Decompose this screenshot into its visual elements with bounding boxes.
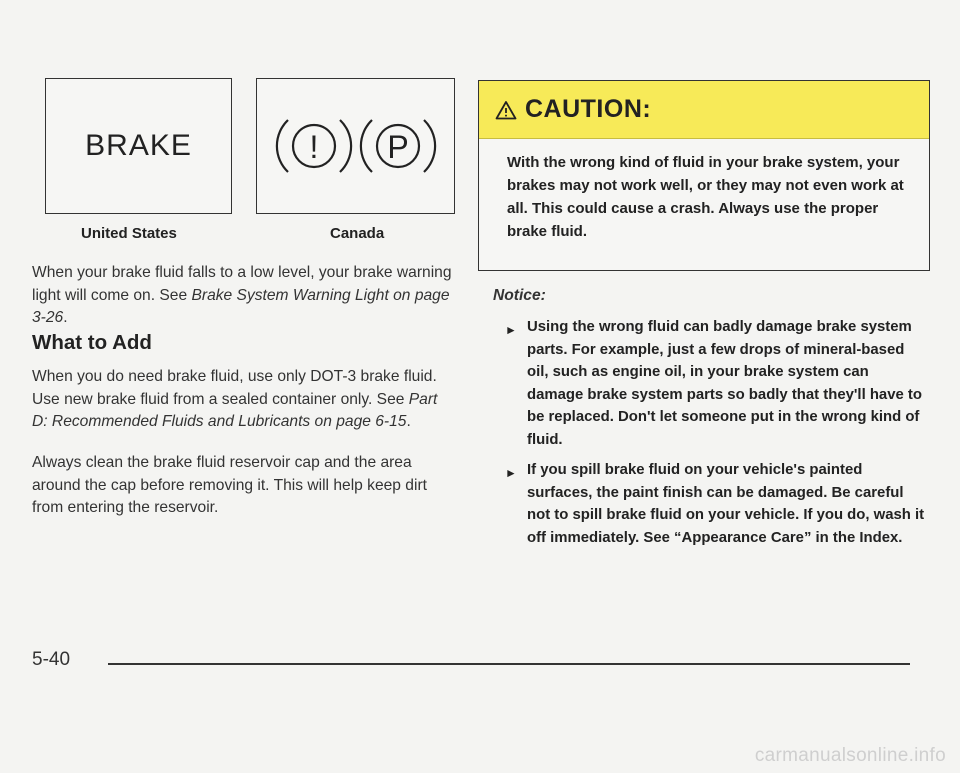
what-to-add-heading: What to Add — [32, 331, 152, 354]
notice-item-text: If you spill brake fluid on your vehicle's painted surfaces, the paint finish can be damaged. Be careful not to spill brake fluid on your vehicle. If you do, wash it off immediately. See “Appearance Care” in the Index. — [527, 462, 925, 546]
dot3-paragraph — [32, 366, 452, 434]
page-number: 5-40 — [32, 649, 71, 670]
us-caption: United States — [81, 225, 177, 242]
caution-header — [479, 81, 929, 139]
notice-item — [505, 316, 925, 451]
notice-label: Notice: — [493, 287, 546, 304]
warning-triangle-icon — [495, 100, 517, 120]
notice-list — [505, 316, 925, 557]
caution-body: With the wrong kind of fluid in your brake system, your brakes may not work well, or they may not even work at all. This could cause a crash. Always use the proper brake fluid. — [507, 154, 904, 240]
canada-brake-indicator-box — [256, 78, 455, 214]
brake-indicator-text: BRAKE — [85, 129, 192, 162]
dot3-text: When you do need brake fluid, use only DOT-3 brake fluid. Use new brake fluid from a sealed container only. See — [32, 368, 437, 408]
low-fluid-text: When your brake fluid falls to a low level, your brake warning light will come on. See — [32, 264, 452, 304]
svg-text:!: ! — [309, 129, 318, 165]
brake-warning-icon — [268, 106, 444, 186]
svg-text:P: P — [386, 129, 409, 165]
low-fluid-paragraph — [32, 262, 452, 330]
us-brake-indicator-box — [45, 78, 232, 214]
canada-caption: Canada — [330, 225, 385, 242]
clean-cap-paragraph: Always clean the brake fluid reservoir cap and the area around the cap before removing it. This will help keep dirt from entering the reservoir. — [32, 454, 427, 516]
period: . — [406, 413, 411, 430]
notice-item-text: Using the wrong fluid can badly damage brake system parts. For example, just a few drops of mineral-based oil, such as engine oil, in your brake system can damage brake system parts so badly that they'll have to be replaced. Don't let someone put in the wrong kind of fluid. — [527, 319, 922, 448]
caution-title: CAUTION: — [525, 95, 652, 123]
bullet-icon: ► — [505, 323, 517, 337]
brake-warning-reference: Brake System Warning Light on page 3-26 — [32, 286, 450, 326]
period: . — [63, 309, 68, 326]
notice-item — [505, 459, 925, 549]
footer-rule — [108, 663, 910, 665]
fluids-reference: Part D: Recommended Fluids and Lubricants on page 6-15 — [32, 390, 438, 430]
watermark: carmanualsonline.info — [754, 745, 946, 766]
bullet-icon: ► — [505, 466, 517, 480]
caution-box — [478, 80, 930, 271]
